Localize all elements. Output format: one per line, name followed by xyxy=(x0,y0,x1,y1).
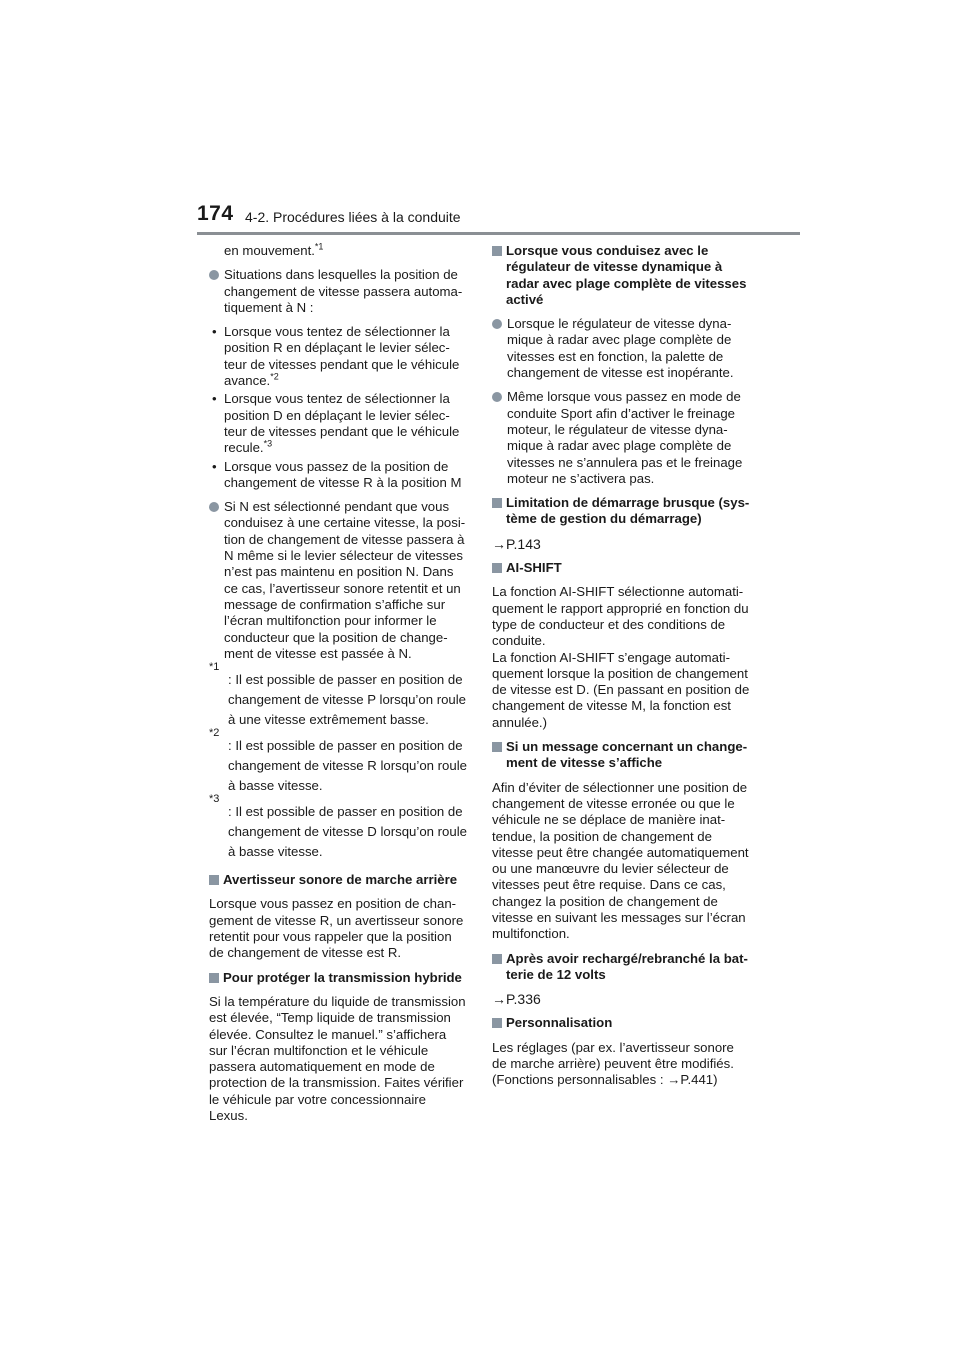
bullet-item: Lorsque le régulateur de vitesse dynamique à radar avec plage complète de vitesses est en fonction, la palette de changement de vitesse est inopérante. xyxy=(492,316,750,381)
bullet-item: Situations dans lesquelles la position de changement de vitesse passera automatiquement à N : xyxy=(209,267,467,316)
sub-item: • Lorsque vous tentez de sélectionner la position R en déplaçant le levier sélecteur de vitesses pendant que le véhicule avance.$^{*2}$ xyxy=(212,324,460,389)
footnote: *3 : Il est possible de passer en position de changement de vitesse D lorsqu’on roule à basse vitesse. xyxy=(209,793,467,860)
section-heading: AI-SHIFT xyxy=(492,560,750,576)
square-bullet-icon xyxy=(492,498,502,508)
footnote-ref: *3 xyxy=(263,438,273,449)
sub-list xyxy=(209,324,467,491)
square-bullet-icon xyxy=(492,954,502,964)
sub-bullet-icon: • xyxy=(212,391,217,407)
bullet-item: Si N est sélectionné pendant que vous conduisez à une certaine vitesse, la position de changement de vitesse passera à N même si le levier sélecteur de vitesses n’est pas maintenu en position N. Dans ce cas, l’avertisseur sonore retentit et un message de confirmation s’affiche sur l’écran multifonction pour informer le conducteur que la position de changement de vitesse est passée à N. xyxy=(209,499,467,662)
paragraph: Si la température du liquide de transmission est élevée, “Temp liquide de transmission élevée. Consultez le manuel.” s’affichera sur l’écran multifonction et le véhicule passera automatiquement en mode de protection de la transmission. Faites vérifier le véhicule par votre concessionnaire Lexus. xyxy=(209,993,466,1123)
sub-item: • Lorsque vous tentez de sélectionner la position D en déplaçant le levier sélecteur de vitesses pendant que le véhicule recule.$^{*3}$ xyxy=(212,391,460,456)
sub-bullet-icon: • xyxy=(212,458,217,474)
page-reference-link[interactable]: →P.336 xyxy=(492,991,541,1008)
square-bullet-icon xyxy=(492,563,502,573)
footnote-ref: *2 xyxy=(270,371,279,382)
paragraph: Les réglages (par ex. l’avertisseur sonore de marche arrière) peuvent être modifiés. (Fonctions personnalisables : →P.441) xyxy=(492,1039,734,1088)
page-reference-link[interactable]: →P.143 xyxy=(492,535,541,552)
section-heading: Personnalisation xyxy=(492,1015,750,1031)
section-heading: Si un message concernant un changement de vitesse s’affiche xyxy=(492,739,750,772)
footnote-ref: *1 xyxy=(314,241,324,252)
header-rule xyxy=(197,232,800,235)
paragraph: Afin d’éviter de sélectionner une position de changement de vitesse erronée ou que le véhicule ne se déplace de manière inattendue, la position de changement de vitesse peut être changée automatiquement ou une manœuvre du levier sélecteur de vitesses peut être requise. Dans ce cas, changez la position de changement de vitesse en suivant les messages sur l’écran multifonction. xyxy=(492,779,749,942)
paragraph: La fonction AI-SHIFT sélectionne automatiquement le rapport approprié en fonction du type de conducteur et des conditions de conduite. xyxy=(492,584,749,649)
section-heading: Lorsque vous conduisez avec le régulateur de vitesse dynamique à radar avec plage complète de vitesses activé xyxy=(492,243,750,308)
footnote: *1 : Il est possible de passer en position de changement de vitesse P lorsqu’on roule à une vitesse extrêmement basse. xyxy=(209,661,467,728)
square-bullet-icon xyxy=(209,973,219,983)
section-title: 4-2. Procédures liées à la conduite xyxy=(245,209,461,225)
continued-text: en mouvement.$^{*1}$ xyxy=(224,241,324,258)
paragraph: La fonction AI-SHIFT s’engage automatiquement lorsque la position de changement de vitesse est D. (En passant en position de changement de vitesse M, la fonction est annulée.) xyxy=(492,649,750,730)
paragraph: Lorsque vous passez en position de changement de vitesse R, un avertisseur sonore retentit pour vous rappeler que la position de changement de vitesse est R. xyxy=(209,896,464,961)
section-heading: Limitation de démarrage brusque (système de gestion du démarrage) xyxy=(492,495,750,528)
page-header xyxy=(197,200,800,236)
section-heading: Après avoir rechargé/rebranché la batterie de 12 volts xyxy=(492,951,750,984)
square-bullet-icon xyxy=(492,1018,502,1028)
square-bullet-icon xyxy=(492,246,502,256)
right-column xyxy=(492,243,750,1097)
section-heading: Pour protéger la transmission hybride xyxy=(209,970,467,986)
square-bullet-icon xyxy=(209,875,219,885)
bullet-dot-icon xyxy=(209,502,219,512)
square-bullet-icon xyxy=(492,742,502,752)
bullet-dot-icon xyxy=(492,392,502,402)
page-number: 174 xyxy=(197,202,234,225)
section-heading: Avertisseur sonore de marche arrière xyxy=(209,872,467,888)
bullet-dot-icon xyxy=(209,270,219,280)
sub-bullet-icon: • xyxy=(212,324,217,340)
bullet-item: Même lorsque vous passez en mode de conduite Sport afin d’activer le freinage moteur, le régulateur de vitesse dynamique à radar avec plage complète de vitesses ne s’annulera pas et le freinage moteur ne s’activera pas. xyxy=(492,389,750,487)
bullet-dot-icon xyxy=(492,319,502,329)
footnote: *2 : Il est possible de passer en position de changement de vitesse R lorsqu’on roule à basse vitesse. xyxy=(209,727,467,794)
left-column xyxy=(209,243,467,1132)
sub-item: • Lorsque vous passez de la position de changement de vitesse R à la position M xyxy=(212,458,462,490)
